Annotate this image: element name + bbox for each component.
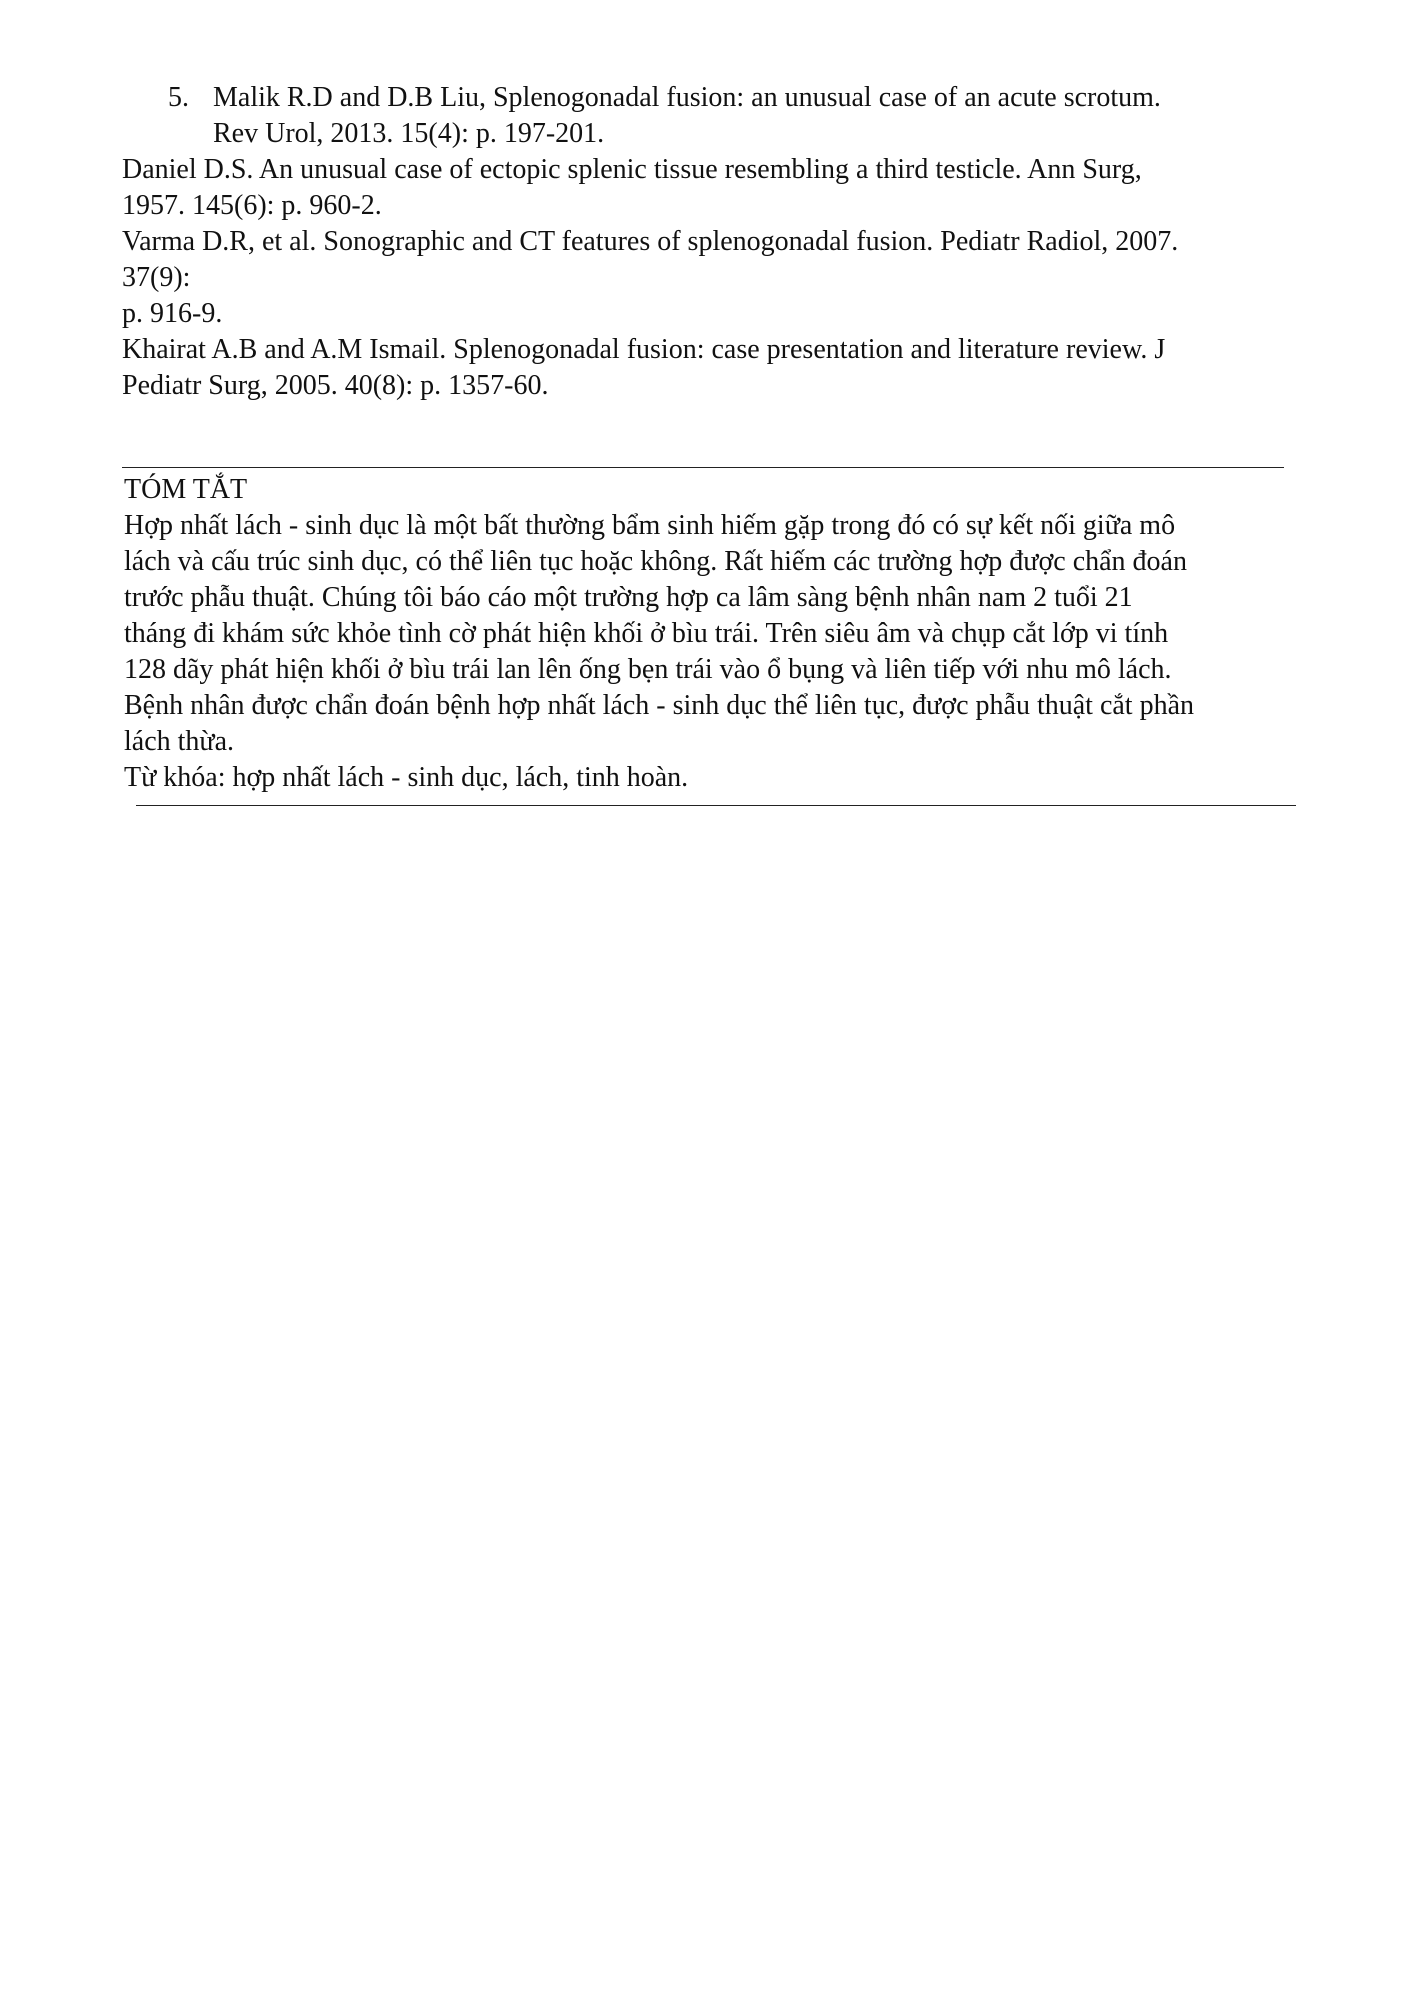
reference-varma-line-3: p. 916-9.: [122, 298, 223, 329]
reference-5-line-1: [168, 80, 1161, 116]
summary-line-1: Hợp nhất lách - sinh dục là một bất thường bẩm sinh hiếm gặp trong đó có sự kết nối giữa mô: [124, 510, 1176, 541]
reference-daniel-line-1: Daniel D.S. An unusual case of ectopic splenic tissue resembling a third testicle. Ann Surg,: [122, 154, 1142, 185]
reference-khairat-line-2: Pediatr Surg, 2005. 40(8): p. 1357-60.: [122, 370, 549, 401]
summary-line-5: 128 dãy phát hiện khối ở bìu trái lan lên ống bẹn trái vào ổ bụng và liên tiếp với nhu mô lách.: [124, 654, 1172, 685]
reference-5-text: Malik R.D and D.B Liu, Splenogonadal fusion: an unusual case of an acute scrotum.: [213, 82, 1161, 113]
keywords: Từ khóa: hợp nhất lách - sinh dục, lách, tinh hoàn.: [124, 762, 689, 793]
reference-5-line-2: Rev Urol, 2013. 15(4): p. 197-201.: [213, 118, 605, 149]
reference-varma-line-1: Varma D.R, et al. Sonographic and CT features of splenogonadal fusion. Pediatr Radiol, 2007.: [122, 226, 1179, 257]
separator-bottom: [136, 805, 1296, 806]
summary-line-2: lách và cấu trúc sinh dục, có thể liên tục hoặc không. Rất hiếm các trường hợp được chẩn đoán: [124, 546, 1187, 577]
summary-line-7: lách thừa.: [124, 726, 235, 757]
reference-number: 5.: [168, 82, 189, 113]
summary-line-4: tháng đi khám sức khỏe tình cờ phát hiện khối ở bìu trái. Trên siêu âm và chụp cắt lớp vi tính: [124, 618, 1169, 649]
summary-line-6: Bệnh nhân được chẩn đoán bệnh hợp nhất lách - sinh dục thể liên tục, được phẫu thuật cắt phần: [124, 690, 1195, 721]
reference-varma-line-2: 37(9):: [122, 262, 191, 293]
separator-top: [122, 467, 1284, 468]
reference-daniel-line-2: 1957. 145(6): p. 960-2.: [122, 190, 382, 221]
summary-line-3: trước phẫu thuật. Chúng tôi báo cáo một trường hợp ca lâm sàng bệnh nhân nam 2 tuổi 21: [124, 582, 1133, 613]
reference-khairat-line-1: Khairat A.B and A.M Ismail. Splenogonadal fusion: case presentation and literature review. J: [122, 334, 1166, 365]
summary-heading: TÓM TẮT: [124, 474, 248, 505]
